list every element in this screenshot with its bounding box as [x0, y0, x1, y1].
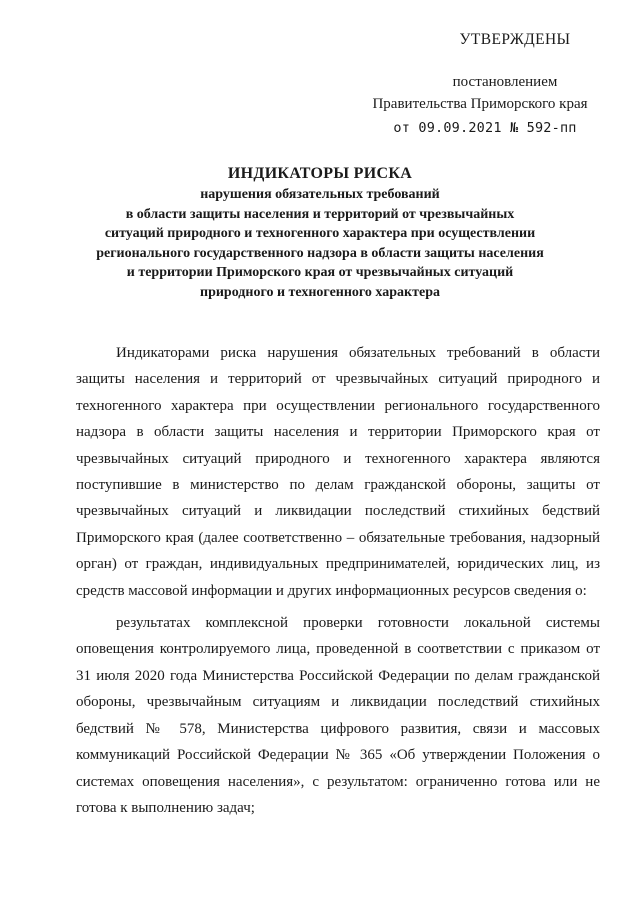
- government-label: Правительства Приморского края: [372, 96, 588, 112]
- body-paragraph: результатах комплексной проверки готовности локальной системы оповещения контролируемого лица, проведенной в соответствии с приказом от 31 июля 2020 года Министерства Российской Федерации по делам гражданской обороны, чрезвычайным ситуациям и ликвидации последствий стихийных бедствий № 578, Министерства цифрового развития, связи и массовых коммуникаций Российской Федерации № 365 «Об утверждении Положения о системах оповещения населения», с результатом: ограниченно готова или не готова к выполнению задач;: [76, 615, 600, 816]
- title-line: и территории Приморского края от чрезвычайных ситуаций: [126, 265, 514, 281]
- document-body: [76, 340, 600, 821]
- decree-label: постановлением: [452, 74, 558, 90]
- title-line: природного и техногенного характера: [200, 284, 440, 300]
- title-line: регионального государственного надзора в области защиты населения: [96, 245, 544, 261]
- approval-stamp: [360, 30, 600, 138]
- title-line: нарушения обязательных требований: [200, 187, 440, 202]
- decree-number: от 09.09.2021 № 592-пп: [393, 120, 577, 136]
- body-paragraph: Индикаторами риска нарушения обязательных требований в области защиты населения и территорий от чрезвычайных ситуаций природного и техногенного характера при осуществлении регионального государственного надзора в области защиты населения и территории Приморского края от чрезвычайных ситуаций природного и техногенного характера являются поступившие в министерство по делам гражданской обороны, защиты от чрезвычайных ситуаций и ликвидации последствий стихийных бедствий Приморского края (далее соответственно – обязательные требования, надзорный орган) от граждан, индивидуальных предпринимателей, юридических лиц, из средств массовой информации и других информационных ресурсов сведения о:: [76, 345, 600, 599]
- title-main: ИНДИКАТОРЫ РИСКА: [227, 165, 413, 182]
- title-line: ситуаций природного и техногенного характера при осуществлении: [104, 226, 536, 242]
- approved-heading: УТВЕРЖДЕНЫ: [459, 31, 571, 48]
- document-title: [95, 163, 545, 303]
- title-line: в области защиты населения и территорий от чрезвычайных: [125, 206, 515, 222]
